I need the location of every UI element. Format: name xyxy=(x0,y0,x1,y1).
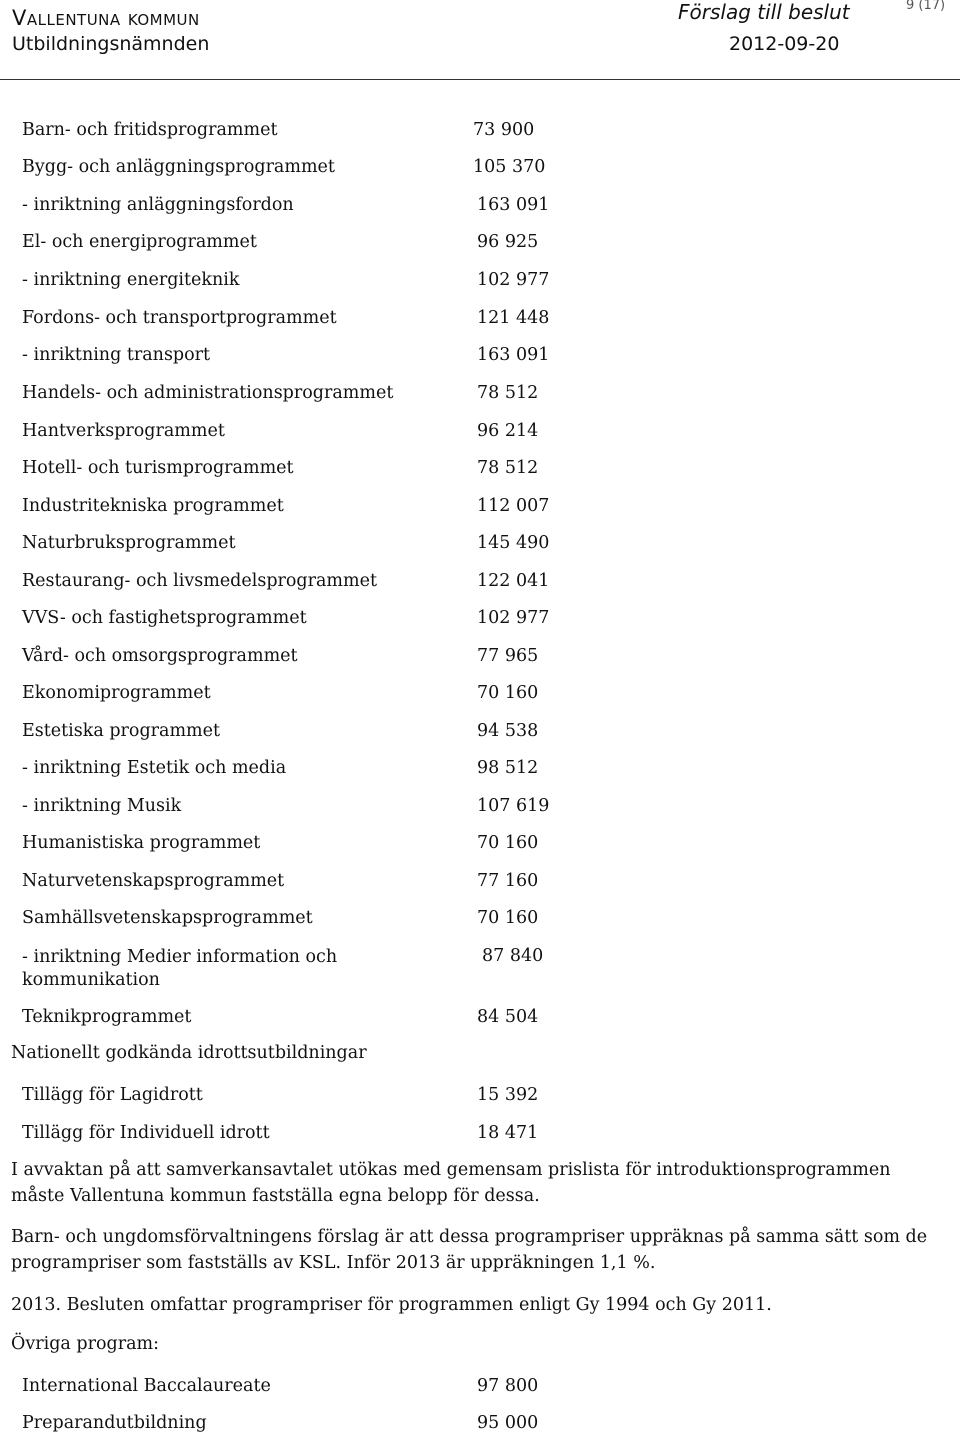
program-price: 97 800 xyxy=(477,1376,539,1396)
program-name: Naturvetenskapsprogrammet xyxy=(22,871,285,891)
price-row xyxy=(22,683,582,707)
price-row xyxy=(22,571,582,595)
sports-price-row xyxy=(22,1123,582,1147)
paragraph-price-adjustment: Barn- och ungdomsförvaltningens förslag är att dessa programpriser uppräknas på samma sätt som de programpriser som fastställs av KSL. Inför 2013 är uppräkningen 1,1 %. xyxy=(11,1227,928,1273)
paragraph-introduction-programs: I avvaktan på att samverkansavtalet utökas med gemensam prislista för introduktionsprogrammen måste Vallentuna kommun fastställa egna belopp för dessa. xyxy=(11,1160,891,1206)
program-price: 145 490 xyxy=(477,533,550,553)
program-name: International Baccalaureate xyxy=(22,1376,271,1396)
organization-name: Vallentuna kommun xyxy=(12,6,200,30)
program-name: Industritekniska programmet xyxy=(22,496,284,516)
program-price: 105 370 xyxy=(473,157,546,177)
program-name: Ekonomiprogrammet xyxy=(22,683,211,703)
program-price: 70 160 xyxy=(477,683,539,703)
program-price: 102 977 xyxy=(477,270,550,290)
program-price: 163 091 xyxy=(477,195,550,215)
supplement-name: Tillägg för Lagidrott xyxy=(22,1085,203,1105)
supplement-price: 18 471 xyxy=(477,1123,539,1143)
other-price-row xyxy=(22,1376,582,1400)
supplement-name: Tillägg för Individuell idrott xyxy=(22,1123,270,1143)
program-price: 77 160 xyxy=(477,871,539,891)
program-name: Samhällsvetenskapsprogrammet xyxy=(22,908,313,928)
price-row xyxy=(22,533,582,557)
program-name: Hantverksprogrammet xyxy=(22,421,225,441)
program-price: 122 041 xyxy=(477,571,550,591)
program-name: Vård- och omsorgsprogrammet xyxy=(22,646,298,666)
program-name: El- och energiprogrammet xyxy=(22,232,257,252)
program-name: VVS- och fastighetsprogrammet xyxy=(22,608,307,628)
document-date: 2012-09-20 xyxy=(729,33,840,55)
program-name: Barn- och fritidsprogrammet xyxy=(22,120,278,140)
price-row xyxy=(22,608,582,632)
program-name: Hotell- och turismprogrammet xyxy=(22,458,294,478)
price-row xyxy=(22,195,582,219)
price-row xyxy=(22,383,582,407)
price-row xyxy=(22,1007,582,1031)
price-row xyxy=(22,345,582,369)
price-row xyxy=(22,157,582,181)
program-price: 77 965 xyxy=(477,646,539,666)
program-price: 102 977 xyxy=(477,608,550,628)
program-price: 73 900 xyxy=(473,120,535,140)
program-price: 84 504 xyxy=(477,1007,539,1027)
paragraph-decision-scope: 2013. Besluten omfattar programpriser för programmen enligt Gy 1994 och Gy 2011. xyxy=(11,1295,772,1315)
program-price: 163 091 xyxy=(477,345,550,365)
program-name: Restaurang- och livsmedelsprogrammet xyxy=(22,571,377,591)
document-status: Förslag till beslut xyxy=(678,0,850,24)
program-name: Handels- och administrationsprogrammet xyxy=(22,383,394,403)
program-name: - inriktning Estetik och media xyxy=(22,758,287,778)
program-price: 78 512 xyxy=(477,383,539,403)
program-name: Bygg- och anläggningsprogrammet xyxy=(22,157,335,177)
program-price: 87 840 xyxy=(482,946,544,966)
program-price: 121 448 xyxy=(477,308,550,328)
other-programs-heading: Övriga program: xyxy=(11,1334,159,1354)
program-name: - inriktning energiteknik xyxy=(22,270,240,290)
program-price: 70 160 xyxy=(477,833,539,853)
program-price: 78 512 xyxy=(477,458,539,478)
program-price: 98 512 xyxy=(477,758,539,778)
other-price-row xyxy=(22,1413,582,1437)
price-row xyxy=(22,421,582,445)
program-name: - inriktning anläggningsfordon xyxy=(22,195,294,215)
program-name: Fordons- och transportprogrammet xyxy=(22,308,337,328)
program-name: - inriktning transport xyxy=(22,345,211,365)
price-row xyxy=(22,758,582,782)
sports-price-row xyxy=(22,1085,582,1109)
program-price: 96 925 xyxy=(477,232,539,252)
price-row xyxy=(22,908,582,932)
program-name: Naturbruksprogrammet xyxy=(22,533,236,553)
price-row xyxy=(22,308,582,332)
program-price: 96 214 xyxy=(477,421,539,441)
sports-section-heading: Nationellt godkända idrottsutbildningar xyxy=(11,1043,367,1063)
price-row xyxy=(22,796,582,820)
program-name: Humanistiska programmet xyxy=(22,833,261,853)
price-row xyxy=(22,458,582,482)
program-price: 94 538 xyxy=(477,721,539,741)
supplement-price: 15 392 xyxy=(477,1085,539,1105)
program-price: 70 160 xyxy=(477,908,539,928)
program-name: Teknikprogrammet xyxy=(22,1007,192,1027)
price-row xyxy=(22,871,582,895)
price-row xyxy=(22,646,582,670)
page-header xyxy=(0,0,960,80)
department-name: Utbildningsnämnden xyxy=(12,33,210,55)
program-name: - inriktning Medier information och kommunikation xyxy=(22,947,338,990)
header-divider xyxy=(0,79,960,80)
price-row xyxy=(22,721,582,745)
program-price: 95 000 xyxy=(477,1413,539,1433)
price-row xyxy=(22,496,582,520)
program-name: Estetiska programmet xyxy=(22,721,221,741)
price-row xyxy=(22,232,582,256)
page-number: 9 (17) xyxy=(906,0,946,13)
program-name: - inriktning Musik xyxy=(22,796,182,816)
program-price: 107 619 xyxy=(477,796,550,816)
price-row xyxy=(22,833,582,857)
program-price: 112 007 xyxy=(477,496,550,516)
price-row xyxy=(22,120,582,144)
price-row xyxy=(22,946,582,994)
price-row xyxy=(22,270,582,294)
program-name: Preparandutbildning xyxy=(22,1413,207,1433)
